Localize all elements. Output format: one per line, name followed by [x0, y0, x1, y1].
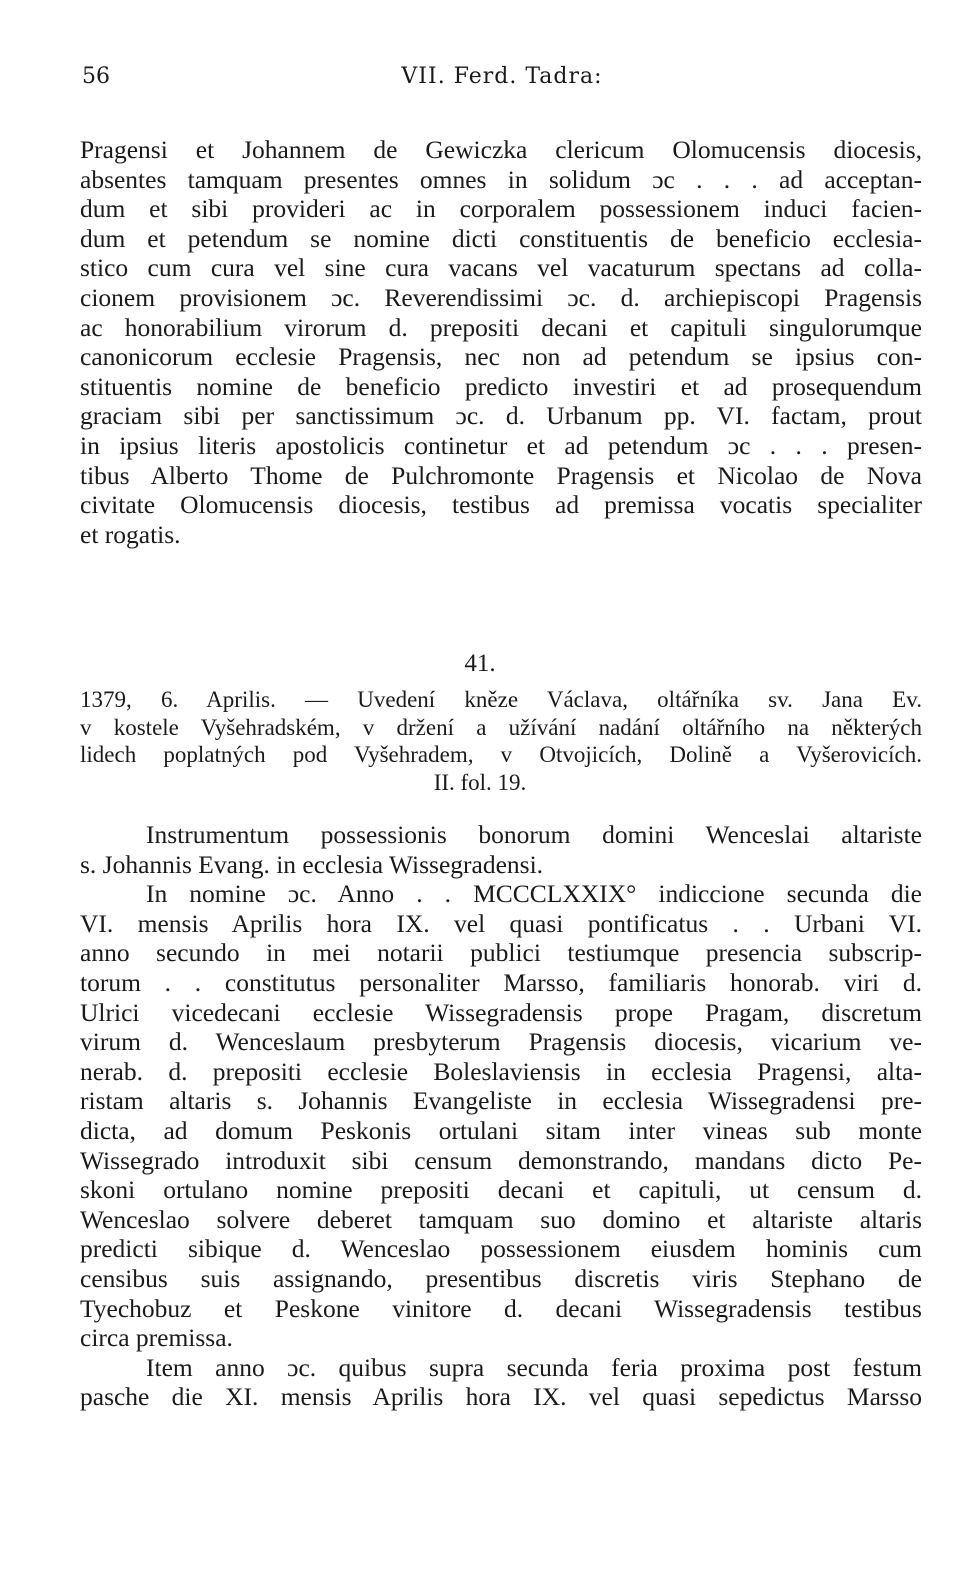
text-line: circa premissa.	[80, 1323, 233, 1353]
paragraph-closing	[80, 1353, 922, 1412]
text-line: in ipsius literis apostolicis continetur et ad petendum ɔc . . . presen-	[80, 430, 922, 460]
text-line: Instrumentum possessionis bonorum domini Wenceslai altariste	[146, 820, 922, 849]
text-line: predicti sibique d. Wenceslao possessionem eiusdem hominis cum	[80, 1234, 922, 1264]
text-line: dum et petendum se nomine dicti constituentis de beneficio ecclesia-	[80, 223, 922, 253]
text-line: VI. mensis Aprilis hora IX. vel quasi pontificatus . . Urbani VI.	[80, 908, 922, 938]
regest-summary	[80, 686, 922, 769]
document-number: 41.	[464, 650, 496, 677]
text-line: Wenceslao solvere deberet tamquam suo domino et altariste altaris	[80, 1204, 922, 1234]
text-line: skoni ortulano nomine prepositi decani et capituli, ut censum d.	[80, 1175, 922, 1205]
text-line: dum et sibi provideri ac in corporalem possessionem induci facien-	[80, 194, 922, 224]
text-line: stico cum cura vel sine cura vacans vel vacaturum spectans ad colla-	[80, 253, 922, 283]
text-line: stituentis nomine de beneficio predicto investiri et ad prosequendum	[80, 371, 922, 401]
paragraph-main	[80, 879, 922, 1353]
text-line: cionem provisionem ɔc. Reverendissimi ɔc. d. archiepiscopi Pragensis	[80, 282, 922, 312]
text-line: ristam altaris s. Johannis Evangeliste in ecclesia Wissegradensi pre-	[80, 1086, 922, 1116]
text-line: dicta, ad domum Peskonis ortulani sitam inter vineas sub monte	[80, 1115, 922, 1145]
text-line: et rogatis.	[80, 519, 181, 549]
source-reference: II. fol. 19.	[433, 770, 527, 795]
text-line: absentes tamquam presentes omnes in solidum ɔc . . . ad acceptan-	[80, 164, 922, 194]
text-line: virum d. Wenceslaum presbyterum Pragensis diocesis, vicarium ve-	[80, 1027, 922, 1057]
text-line: anno secundo in mei notarii publici testiumque presencia subscrip-	[80, 938, 922, 968]
paragraph-continuation	[80, 135, 922, 549]
regest-line: 1379, 6. Aprilis. — Uvedení kněze Václava, oltářníka sv. Jana Ev.	[80, 687, 922, 712]
regest-line: v kostele Vyšehradském, v držení a užívání nadání oltářního na některých	[80, 714, 922, 740]
text-line: s. Johannis Evang. in ecclesia Wissegradensi.	[80, 849, 544, 879]
page-header	[82, 64, 922, 100]
text-line: Ulrici vicedecani ecclesie Wissegradensis prope Pragam, discretum	[80, 997, 922, 1027]
text-line: Wissegrado introduxit sibi censum demonstrando, mandans dicto Pe-	[80, 1145, 922, 1175]
text-line: Item anno ɔc. quibus supra secunda feria proxima post festum	[146, 1352, 922, 1382]
document-body	[80, 820, 922, 1412]
text-line: torum . . constitutus personaliter Marsso, familiaris honorab. viri d.	[80, 967, 922, 997]
paragraph-title	[80, 820, 922, 879]
text-line: tibus Alberto Thome de Pulchromonte Pragensis et Nicolao de Nova	[80, 460, 922, 490]
page-number: 56	[82, 64, 110, 89]
text-line: Tyechobuz et Peskone vinitore d. decani Wissegradensis testibus	[80, 1293, 922, 1323]
text-line: Pragensi et Johannem de Gewiczka clericum Olomucensis diocesis,	[80, 135, 922, 164]
text-line: civitate Olomucensis diocesis, testibus ad premissa vocatis specialiter	[80, 490, 922, 520]
text-line: graciam sibi per sanctissimum ɔc. d. Urbanum pp. VI. factam, prout	[80, 401, 922, 431]
text-line: In nomine ɔc. Anno . . MCCCLXXIX° indiccione secunda die	[146, 879, 922, 909]
text-line: pasche die XI. mensis Aprilis hora IX. vel quasi sepedictus Marsso	[80, 1382, 922, 1412]
text-line: ac honorabilium virorum d. prepositi decani et capituli singulorumque	[80, 312, 922, 342]
text-line: nerab. d. prepositi ecclesie Boleslaviensis in ecclesia Pragensi, alta-	[80, 1056, 922, 1086]
text-line: canonicorum ecclesie Pragensis, nec non ad petendum se ipsius con-	[80, 342, 922, 372]
running-title: VII. Ferd. Tadra:	[401, 64, 603, 89]
regest-line: lidech poplatných pod Vyšehradem, v Otvojicích, Dolině a Vyšerovicích.	[80, 742, 922, 767]
text-line: censibus suis assignando, presentibus discretis viris Stephano de	[80, 1263, 922, 1293]
